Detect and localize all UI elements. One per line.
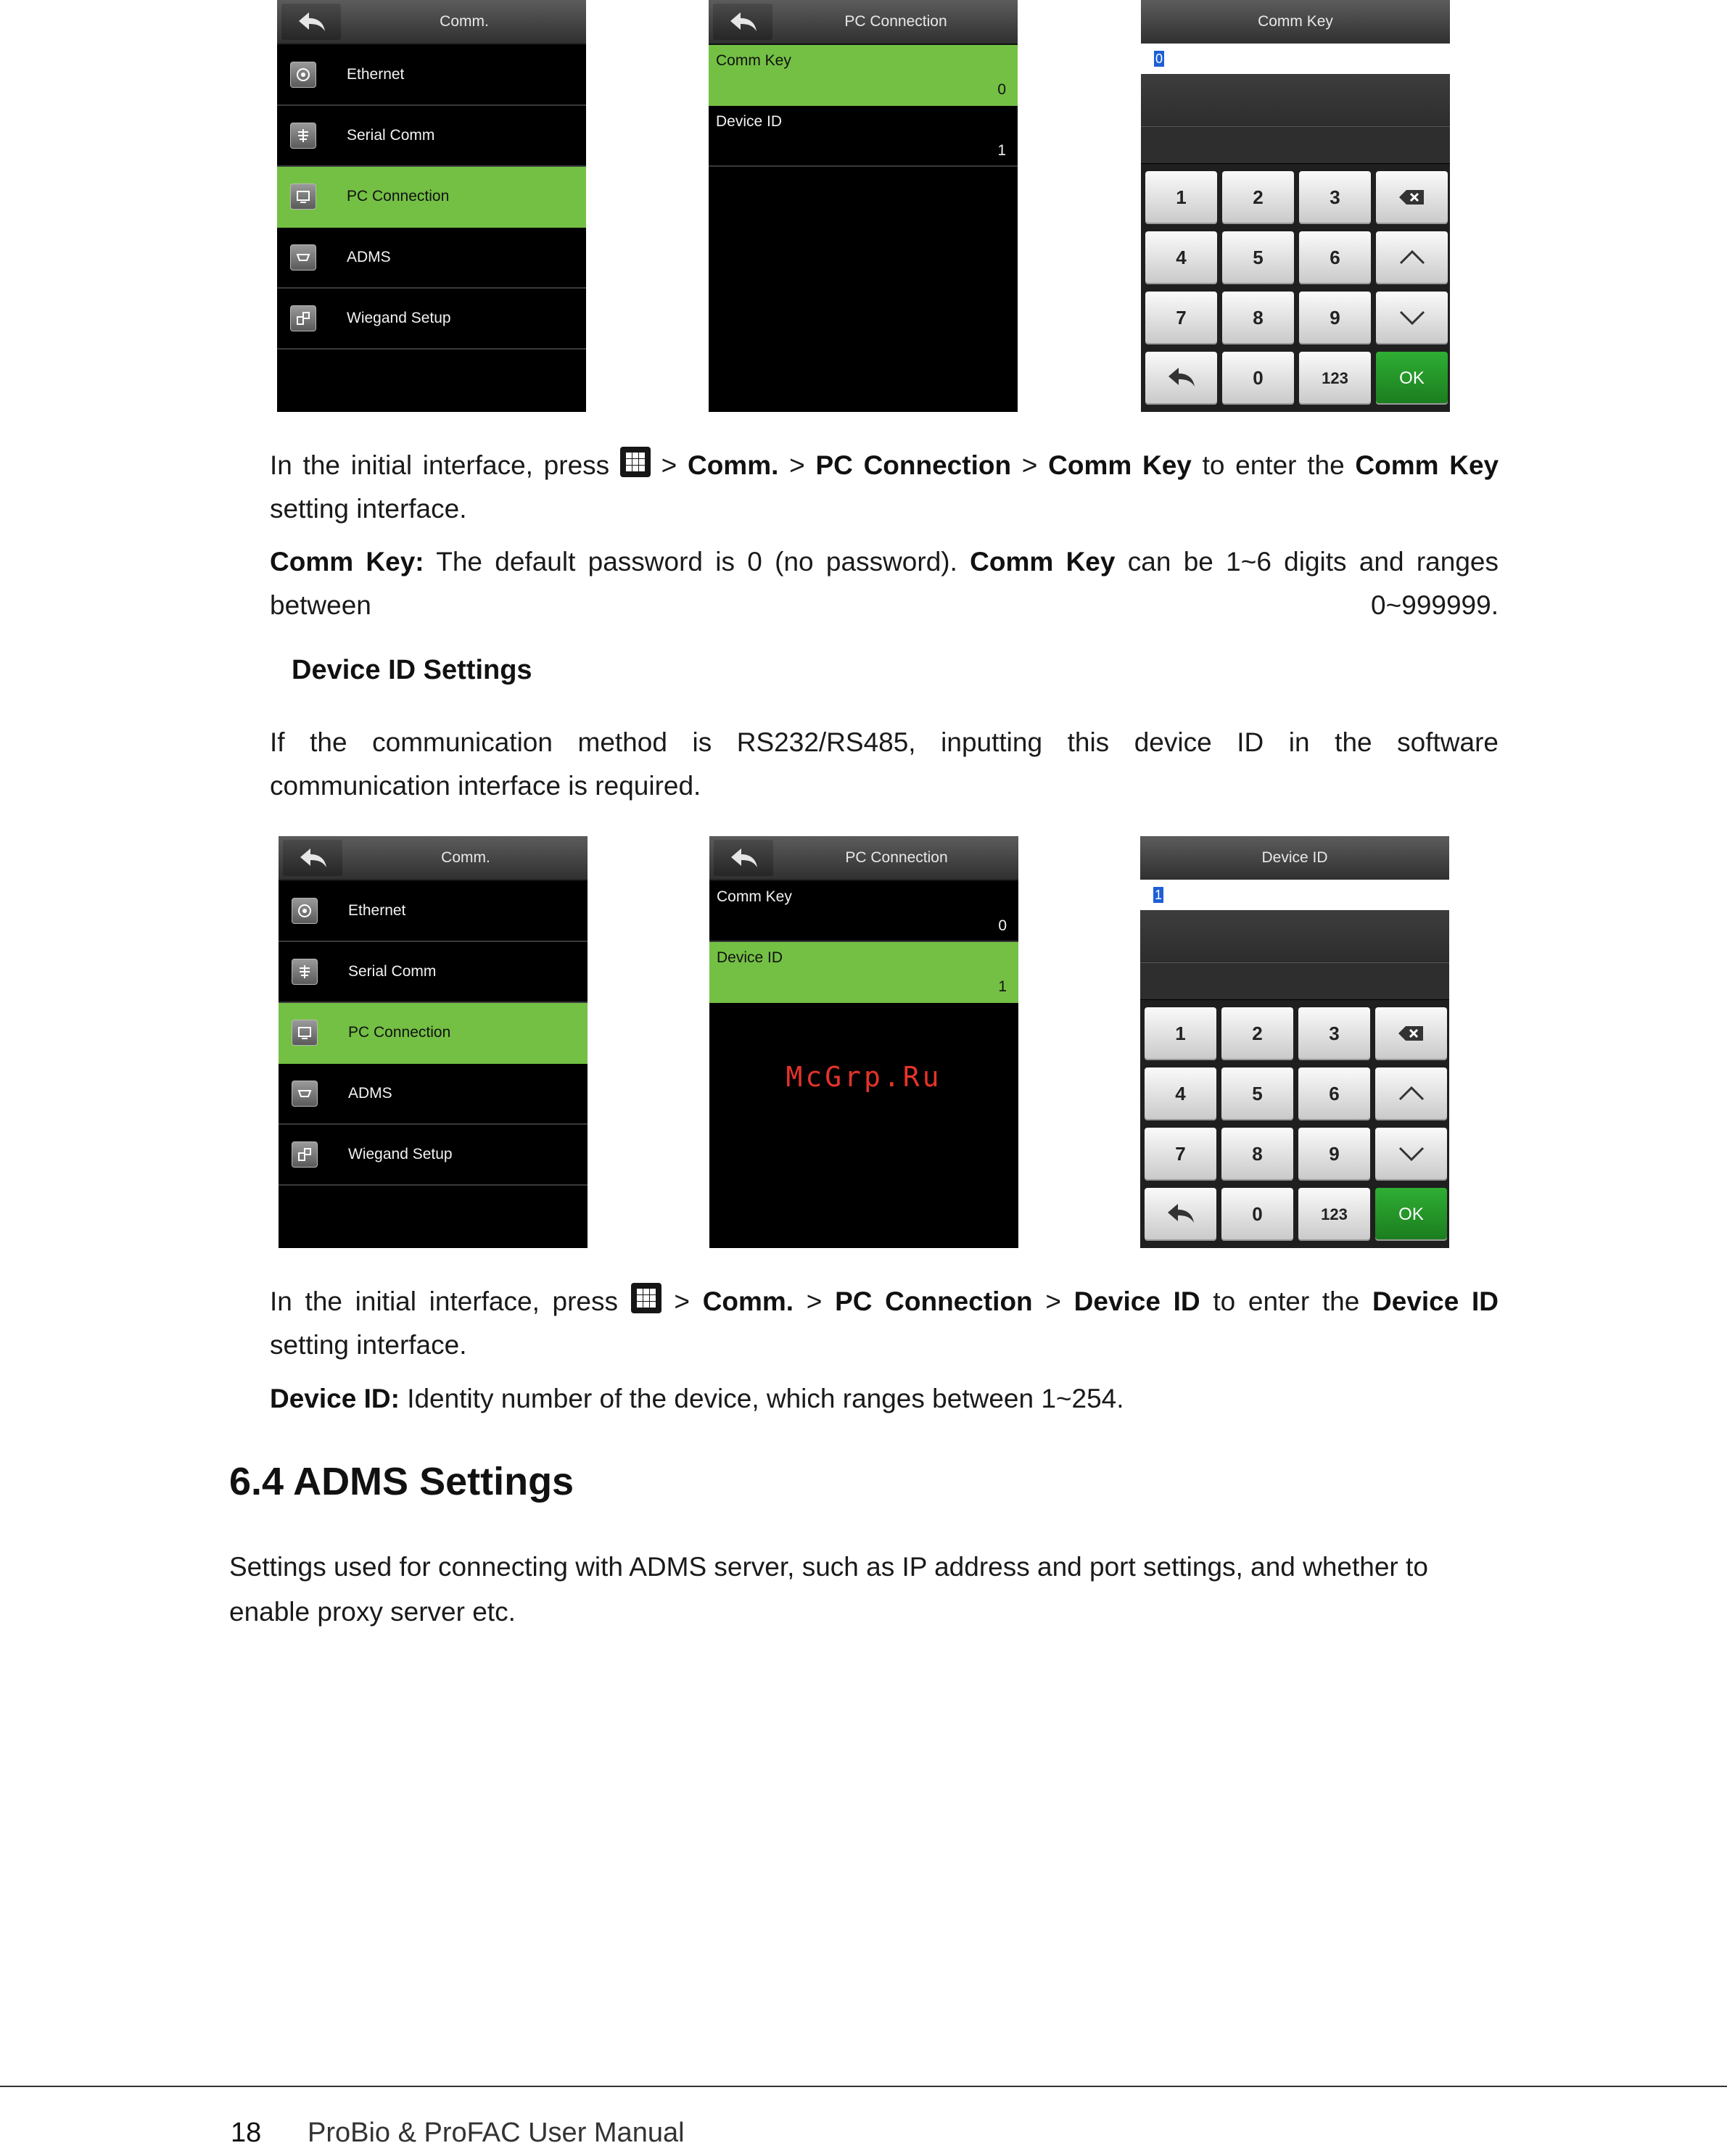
text-run: to enter the bbox=[1213, 1286, 1360, 1316]
footer-rule bbox=[0, 2086, 1727, 2087]
text-run-bold: Device ID bbox=[1372, 1286, 1499, 1316]
paragraph-line bbox=[270, 444, 1499, 487]
adms-icon bbox=[290, 244, 316, 270]
paragraph-device-id-description bbox=[270, 1377, 1499, 1421]
section-heading: 6.4 ADMS Settings bbox=[229, 1460, 574, 1503]
wiegand-icon bbox=[290, 305, 316, 331]
title-bar bbox=[1140, 836, 1449, 881]
paragraph-line bbox=[270, 540, 1499, 627]
screen-title: PC Connection bbox=[844, 13, 947, 30]
key-3[interactable]: 3 bbox=[1299, 171, 1371, 224]
device-id-keypad-screen bbox=[1140, 836, 1449, 1248]
text-run-bold: Comm Key bbox=[1355, 450, 1499, 480]
text-run-bold: Comm Key bbox=[970, 547, 1116, 577]
text-run: > bbox=[661, 450, 677, 480]
key-6[interactable]: 6 bbox=[1298, 1067, 1370, 1120]
term-label: Device ID: bbox=[270, 1384, 400, 1413]
title-bar bbox=[277, 0, 586, 45]
menu-item-label: Serial Comm bbox=[348, 963, 437, 980]
key-1[interactable]: 1 bbox=[1145, 1007, 1216, 1060]
menu-item-adms[interactable] bbox=[277, 228, 586, 289]
menu-item-pc-connection[interactable] bbox=[277, 167, 586, 228]
menu-item-ethernet[interactable] bbox=[277, 45, 586, 106]
key-8[interactable]: 8 bbox=[1222, 292, 1294, 344]
comm-menu-screen-bottom bbox=[279, 836, 588, 1248]
chevron-down-icon bbox=[1397, 1141, 1426, 1167]
key-4[interactable]: 4 bbox=[1145, 1067, 1216, 1120]
back-arrow-icon bbox=[1167, 365, 1196, 391]
menu-item-label: Wiegand Setup bbox=[348, 1146, 453, 1162]
backspace-icon bbox=[1397, 1020, 1426, 1046]
menu-path-comm-key: Comm Key bbox=[1048, 450, 1192, 480]
paragraph-line bbox=[270, 1280, 1499, 1323]
up-key[interactable] bbox=[1375, 1067, 1447, 1120]
back-arrow-icon bbox=[297, 11, 326, 33]
paragraph-device-id-intro bbox=[270, 721, 1499, 808]
key-6[interactable]: 6 bbox=[1299, 231, 1371, 284]
input-mode-key[interactable]: 123 bbox=[1299, 352, 1371, 405]
menu-item-label: Ethernet bbox=[348, 902, 406, 919]
key-4[interactable]: 4 bbox=[1145, 231, 1217, 284]
down-key[interactable] bbox=[1376, 292, 1448, 344]
key-5[interactable]: 5 bbox=[1222, 231, 1294, 284]
chevron-down-icon bbox=[1398, 305, 1427, 331]
menu-item-serial-comm[interactable] bbox=[279, 942, 588, 1003]
key-0[interactable]: 0 bbox=[1221, 1188, 1293, 1241]
ok-key[interactable]: OK bbox=[1376, 352, 1448, 405]
key-2[interactable]: 2 bbox=[1222, 171, 1294, 224]
paragraph-comm-key-path bbox=[270, 444, 1499, 531]
menu-item-serial-comm[interactable] bbox=[277, 106, 586, 167]
term-label: Comm Key: bbox=[270, 547, 424, 577]
adms-icon bbox=[292, 1081, 318, 1107]
back-arrow-icon bbox=[299, 847, 328, 869]
screen-title: Comm. bbox=[441, 849, 490, 866]
comm-menu-screen-top bbox=[277, 0, 586, 412]
key-0[interactable]: 0 bbox=[1222, 352, 1294, 405]
comm-key-row[interactable] bbox=[709, 881, 1018, 942]
row-value: 0 bbox=[997, 81, 1006, 98]
paragraph-adms-intro bbox=[229, 1545, 1520, 1635]
backspace-icon bbox=[1398, 184, 1427, 210]
paragraph-comm-key-description bbox=[270, 540, 1499, 627]
paragraph-line bbox=[270, 1377, 1499, 1421]
device-id-row[interactable] bbox=[709, 106, 1018, 167]
back-button[interactable] bbox=[714, 840, 773, 876]
key-7[interactable]: 7 bbox=[1145, 292, 1217, 344]
row-key: Device ID bbox=[716, 113, 783, 130]
menu-item-label: Wiegand Setup bbox=[347, 310, 451, 326]
key-9[interactable]: 9 bbox=[1298, 1128, 1370, 1181]
row-key: Comm Key bbox=[717, 888, 792, 905]
manual-title: ProBio & ProFAC User Manual bbox=[308, 2118, 685, 2148]
paragraph-line: setting interface. bbox=[270, 494, 467, 524]
menu-grid-icon bbox=[620, 447, 651, 477]
backspace-key[interactable] bbox=[1375, 1007, 1447, 1060]
keypad-preview-band bbox=[1140, 910, 1449, 963]
paragraph-line: If the communication method is RS232/RS485, inputting this device ID in the software bbox=[270, 727, 1499, 757]
keypad-preview-band bbox=[1141, 127, 1450, 163]
row-key: Device ID bbox=[717, 949, 783, 966]
up-key[interactable] bbox=[1376, 231, 1448, 284]
title-bar bbox=[709, 0, 1018, 45]
menu-path-device-id: Device ID bbox=[1073, 1286, 1200, 1316]
screen-title: Comm. bbox=[440, 13, 489, 30]
down-key[interactable] bbox=[1375, 1128, 1447, 1181]
menu-grid-icon bbox=[631, 1283, 661, 1313]
back-button[interactable] bbox=[283, 840, 342, 876]
input-mode-key[interactable]: 123 bbox=[1298, 1188, 1370, 1241]
menu-path-pc-connection: PC Connection bbox=[835, 1286, 1033, 1316]
key-2[interactable]: 2 bbox=[1221, 1007, 1293, 1060]
entry-field[interactable] bbox=[1140, 880, 1449, 910]
back-button[interactable] bbox=[713, 4, 772, 40]
back-key[interactable] bbox=[1145, 352, 1217, 405]
entry-value: 0 bbox=[1155, 51, 1163, 66]
menu-item-wiegand-setup[interactable] bbox=[277, 289, 586, 350]
pc-connection-screen-bottom bbox=[709, 836, 1018, 1248]
text-run: > bbox=[1021, 450, 1038, 480]
key-1[interactable]: 1 bbox=[1145, 171, 1217, 224]
ethernet-icon bbox=[290, 62, 316, 88]
page-number: 18 bbox=[231, 2118, 262, 2148]
back-key[interactable] bbox=[1145, 1188, 1216, 1241]
text-run: Identity number of the device, which ranges between 1~254. bbox=[407, 1384, 1124, 1413]
menu-item-ethernet[interactable] bbox=[279, 881, 588, 942]
row-value: 1 bbox=[997, 142, 1006, 159]
pc-connection-icon bbox=[292, 1020, 318, 1046]
entry-field[interactable] bbox=[1141, 44, 1450, 74]
menu-item-label: ADMS bbox=[348, 1085, 392, 1102]
paragraph-line: communication interface is required. bbox=[270, 771, 701, 801]
key-8[interactable]: 8 bbox=[1221, 1128, 1293, 1181]
serial-comm-icon bbox=[290, 123, 316, 149]
menu-item-pc-connection[interactable] bbox=[279, 1003, 588, 1064]
text-run: > bbox=[789, 450, 805, 480]
back-arrow-icon bbox=[730, 847, 759, 869]
numeric-keypad bbox=[1140, 1000, 1449, 1248]
menu-item-adms[interactable] bbox=[279, 1064, 588, 1125]
menu-item-label: PC Connection bbox=[348, 1024, 451, 1041]
text-run: > bbox=[1045, 1286, 1061, 1316]
text-run: can be 1~6 digits and ranges between 0~999999. bbox=[270, 547, 1499, 620]
text-run: > bbox=[674, 1286, 690, 1316]
pc-connection-screen-top bbox=[709, 0, 1018, 412]
key-9[interactable]: 9 bbox=[1299, 292, 1371, 344]
key-3[interactable]: 3 bbox=[1298, 1007, 1370, 1060]
text-run: In the initial interface, press bbox=[270, 450, 610, 480]
title-bar bbox=[1141, 0, 1450, 45]
menu-path-comm: Comm. bbox=[687, 450, 779, 480]
serial-comm-icon bbox=[292, 959, 318, 985]
numeric-keypad bbox=[1141, 164, 1450, 412]
key-5[interactable]: 5 bbox=[1221, 1067, 1293, 1120]
back-arrow-icon bbox=[729, 11, 758, 33]
device-id-row[interactable] bbox=[709, 942, 1018, 1003]
wiegand-icon bbox=[292, 1141, 318, 1168]
menu-item-label: PC Connection bbox=[347, 188, 450, 205]
menu-path-pc-connection: PC Connection bbox=[815, 450, 1012, 480]
comm-key-row[interactable] bbox=[709, 45, 1018, 106]
paragraph-device-id-path bbox=[270, 1280, 1499, 1367]
pc-connection-icon bbox=[290, 183, 316, 210]
back-arrow-icon bbox=[1166, 1201, 1195, 1227]
backspace-key[interactable] bbox=[1376, 171, 1448, 224]
text-run: The default password is 0 (no password). bbox=[436, 547, 957, 577]
paragraph-line: enable proxy server etc. bbox=[229, 1597, 516, 1627]
subheading-device-id: Device ID Settings bbox=[292, 655, 532, 685]
row-key: Comm Key bbox=[716, 52, 791, 69]
keypad-preview-band bbox=[1141, 74, 1450, 127]
menu-item-label: Serial Comm bbox=[347, 127, 435, 144]
paragraph-line: Settings used for connecting with ADMS server, such as IP address and port settings, and whether to bbox=[229, 1552, 1428, 1582]
key-7[interactable]: 7 bbox=[1145, 1128, 1216, 1181]
menu-path-comm: Comm. bbox=[702, 1286, 794, 1316]
screen-title: Device ID bbox=[1261, 849, 1328, 866]
chevron-up-icon bbox=[1398, 244, 1427, 270]
title-bar bbox=[709, 836, 1018, 881]
back-button[interactable] bbox=[281, 4, 341, 40]
comm-key-keypad-screen bbox=[1141, 0, 1450, 412]
menu-item-label: Ethernet bbox=[347, 66, 405, 83]
text-run: > bbox=[806, 1286, 823, 1316]
text-run: to enter the bbox=[1202, 450, 1345, 480]
keypad-preview-band bbox=[1140, 963, 1449, 999]
row-value: 0 bbox=[998, 917, 1007, 934]
chevron-up-icon bbox=[1397, 1081, 1426, 1107]
entry-value: 1 bbox=[1154, 888, 1162, 902]
ethernet-icon bbox=[292, 898, 318, 924]
text-run: In the initial interface, press bbox=[270, 1286, 619, 1316]
screen-title: Comm Key bbox=[1258, 13, 1333, 30]
watermark-text: McGrp.Ru bbox=[786, 1061, 942, 1093]
title-bar bbox=[279, 836, 588, 881]
paragraph-line: setting interface. bbox=[270, 1330, 467, 1360]
row-value: 1 bbox=[998, 978, 1007, 995]
menu-item-wiegand-setup[interactable] bbox=[279, 1125, 588, 1186]
screen-title: PC Connection bbox=[845, 849, 948, 866]
menu-item-label: ADMS bbox=[347, 249, 391, 265]
ok-key[interactable]: OK bbox=[1375, 1188, 1447, 1241]
